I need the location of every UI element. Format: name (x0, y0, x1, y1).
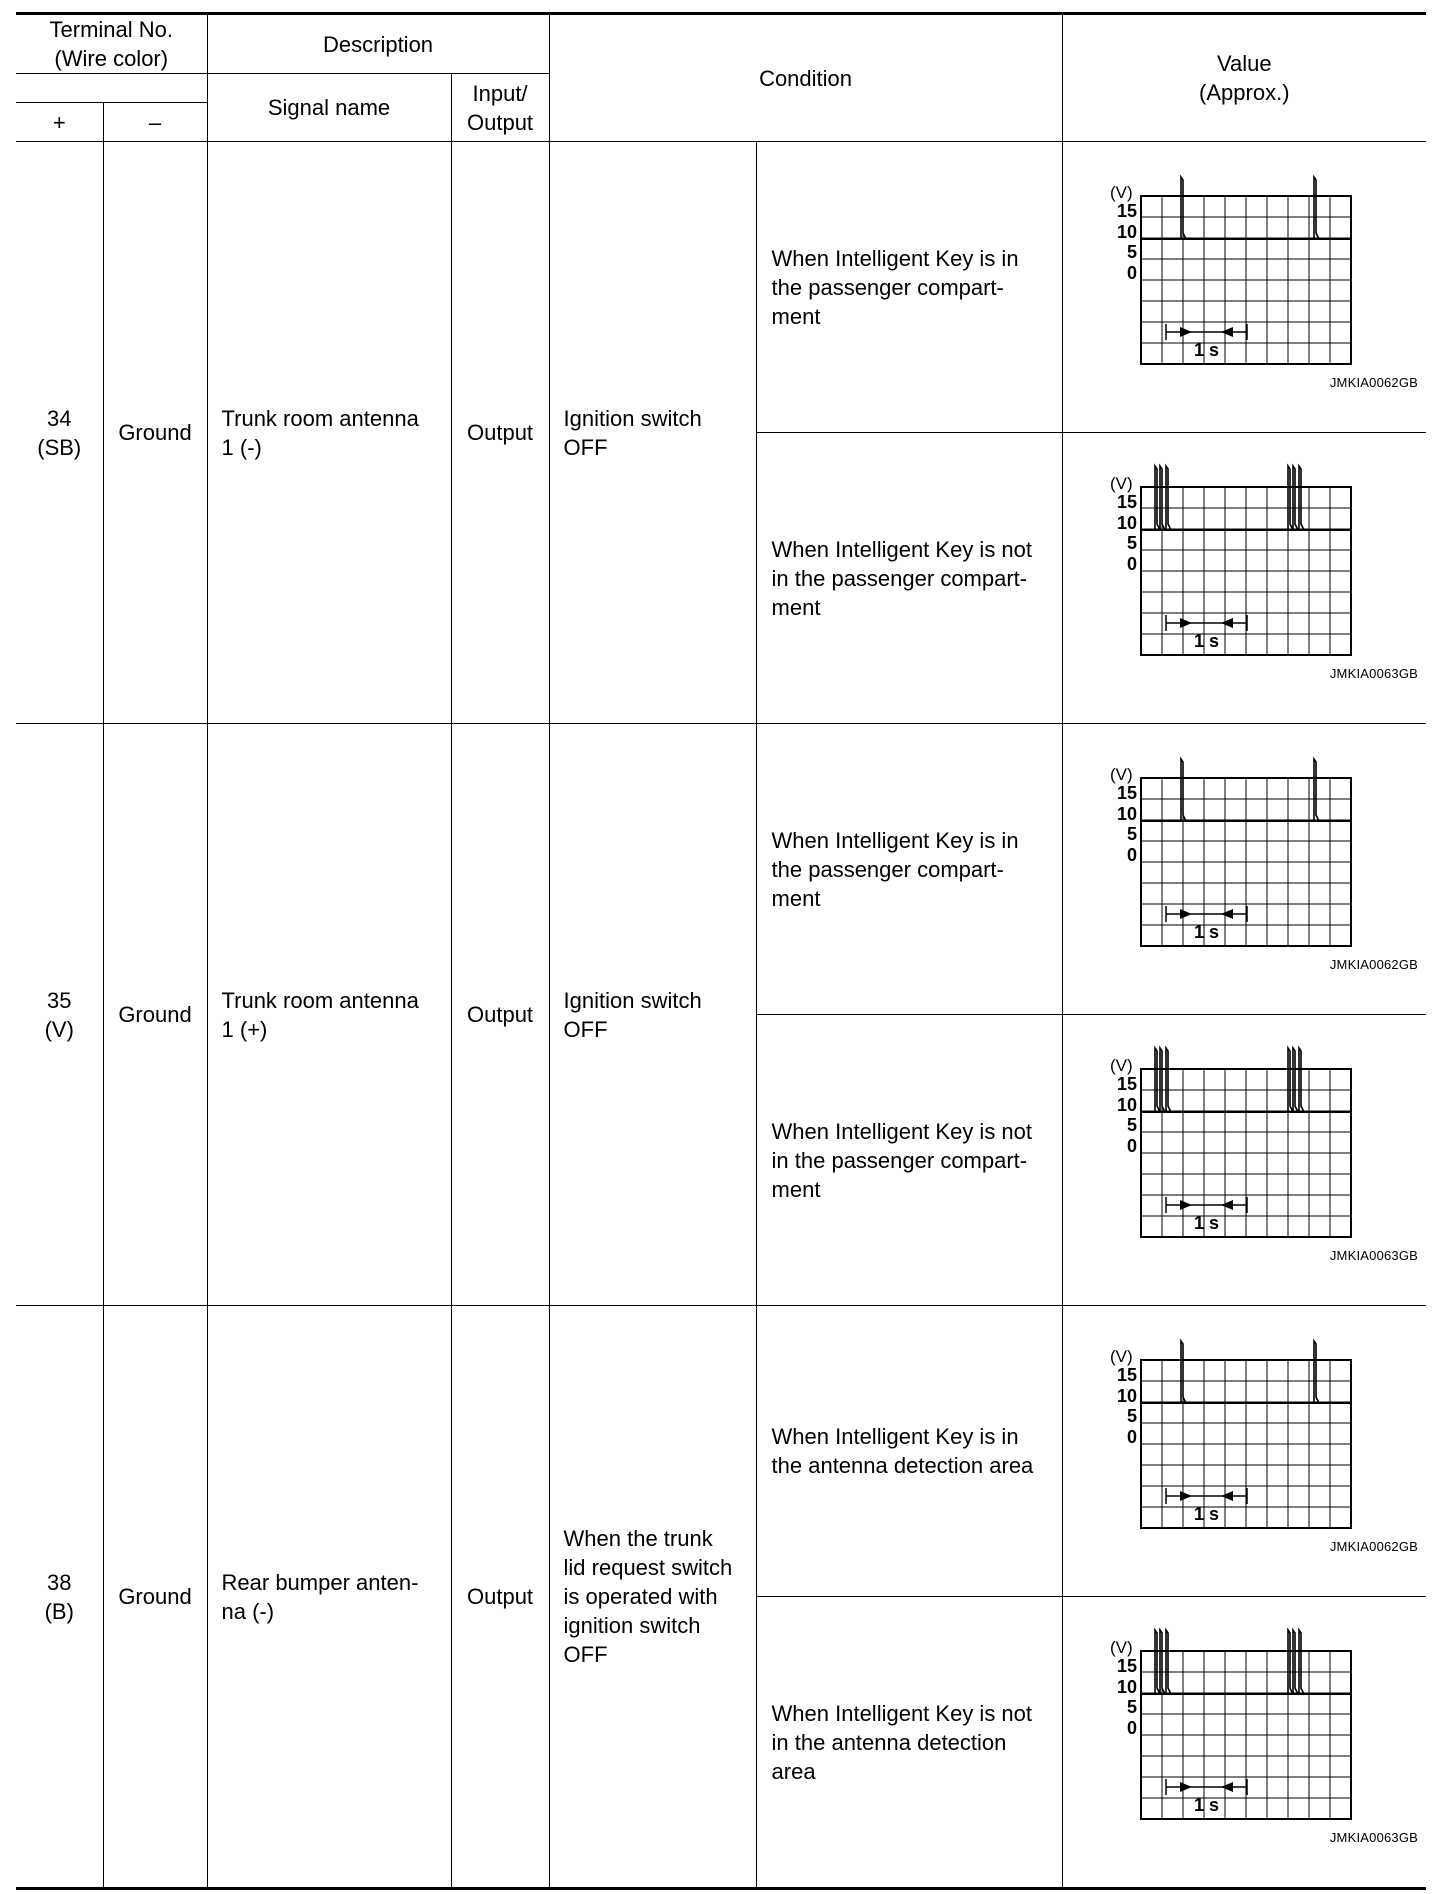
arrow-left-icon (1221, 618, 1233, 628)
terminal-plus-cell: 34 (SB) (16, 142, 103, 724)
value-cell (1062, 1597, 1426, 1889)
signal-pulse (1314, 177, 1319, 239)
header-terminal: Terminal No. (Wire color) (16, 14, 207, 74)
y-tick-label: 10 (1116, 1677, 1137, 1697)
arrow-right-icon (1180, 1782, 1192, 1792)
figure-code-label: JMKIA0063GB (1329, 1830, 1419, 1845)
sub-condition-cell: When Intelligent Key is in the passenger compart- ment (756, 142, 1062, 433)
y-tick-label: 5 (1126, 1697, 1137, 1717)
value-cell (1062, 724, 1426, 1015)
figure-code-label: JMKIA0062GB (1329, 1539, 1419, 1554)
value-cell (1062, 1306, 1426, 1597)
y-tick-label: 15 (1116, 492, 1137, 512)
y-tick-label: 0 (1126, 554, 1137, 574)
arrow-left-icon (1221, 1782, 1233, 1792)
y-tick-label: 0 (1126, 1136, 1137, 1156)
terminal-minus-cell: Ground (103, 724, 207, 1306)
arrow-left-icon (1221, 1200, 1233, 1210)
arrow-right-icon (1180, 1200, 1192, 1210)
table-row (16, 142, 1426, 433)
time-scale-label: 1 s (1193, 922, 1219, 942)
signal-pulse (1181, 1341, 1186, 1403)
signal-pulse (1160, 466, 1165, 530)
time-scale-label: 1 s (1193, 631, 1219, 651)
signal-pulse (1299, 1630, 1304, 1694)
value-cell (1062, 142, 1426, 433)
terminal-minus-cell: Ground (103, 1306, 207, 1889)
arrow-right-icon (1180, 909, 1192, 919)
input-output-cell: Output (451, 724, 549, 1306)
signal-pulse (1166, 1048, 1171, 1112)
y-tick-label: 10 (1116, 804, 1137, 824)
terminal-spec-table (16, 12, 1426, 1890)
header-description: Description (207, 14, 549, 74)
sub-condition-cell: When Intelligent Key is in the passenger compart- ment (756, 724, 1062, 1015)
y-tick-label: 5 (1126, 533, 1137, 553)
time-scale-label: 1 s (1193, 1795, 1219, 1815)
y-tick-label: 5 (1126, 242, 1137, 262)
terminal-plus-cell: 35 (V) (16, 724, 103, 1306)
header-input-output: Input/ Output (451, 74, 549, 142)
header-signal-name: Signal name (207, 74, 451, 142)
signal-pulse (1181, 177, 1186, 239)
header-condition: Condition (549, 14, 1062, 142)
condition-cell: Ignition switch OFF (549, 142, 756, 724)
y-tick-label: 0 (1126, 1427, 1137, 1447)
arrow-left-icon (1221, 327, 1233, 337)
signal-pulse (1160, 1630, 1165, 1694)
y-tick-label: 5 (1126, 1406, 1137, 1426)
y-tick-label: 15 (1116, 1656, 1137, 1676)
y-unit-label: (V) (1109, 765, 1133, 784)
signal-pulse (1293, 466, 1298, 530)
y-unit-label: (V) (1109, 1056, 1133, 1075)
y-tick-label: 10 (1116, 222, 1137, 242)
terminal-minus-cell: Ground (103, 142, 207, 724)
signal-name-cell: Trunk room antenna 1 (+) (207, 724, 451, 1306)
sub-condition-cell: When Intelligent Key is not in the passenger compart- ment (756, 433, 1062, 724)
condition-cell: Ignition switch OFF (549, 724, 756, 1306)
figure-code-label: JMKIA0063GB (1329, 1248, 1419, 1263)
signal-pulse (1166, 466, 1171, 530)
y-tick-label: 15 (1116, 1074, 1137, 1094)
figure-code-label: JMKIA0063GB (1329, 666, 1419, 681)
y-tick-label: 10 (1116, 1386, 1137, 1406)
signal-pulse (1293, 1048, 1298, 1112)
arrow-left-icon (1221, 909, 1233, 919)
signal-pulse (1299, 466, 1304, 530)
signal-pulse (1160, 1048, 1165, 1112)
y-unit-label: (V) (1109, 1638, 1133, 1657)
sub-condition-cell: When Intelligent Key is not in the passenger compart- ment (756, 1015, 1062, 1306)
y-tick-label: 5 (1126, 824, 1137, 844)
signal-pulse (1181, 759, 1186, 821)
signal-pulse (1314, 1341, 1319, 1403)
figure-code-label: JMKIA0062GB (1329, 375, 1419, 390)
table-row (16, 724, 1426, 1015)
signal-name-cell: Trunk room antenna 1 (-) (207, 142, 451, 724)
y-tick-label: 0 (1126, 263, 1137, 283)
y-tick-label: 15 (1116, 783, 1137, 803)
time-scale-label: 1 s (1193, 1213, 1219, 1233)
header-minus: – (103, 103, 207, 142)
value-cell (1062, 433, 1426, 724)
terminal-plus-cell: 38 (B) (16, 1306, 103, 1889)
figure-code-label: JMKIA0062GB (1329, 957, 1419, 972)
y-tick-label: 5 (1126, 1115, 1137, 1135)
signal-pulse (1314, 759, 1319, 821)
arrow-right-icon (1180, 1491, 1192, 1501)
signal-pulse (1299, 1048, 1304, 1112)
arrow-right-icon (1180, 327, 1192, 337)
y-tick-label: 0 (1126, 1718, 1137, 1738)
header-value: Value (Approx.) (1062, 14, 1426, 142)
header-plus: + (16, 103, 103, 142)
y-unit-label: (V) (1109, 1347, 1133, 1366)
condition-cell: When the trunk lid request switch is operated with ignition switch OFF (549, 1306, 756, 1889)
signal-pulse (1166, 1630, 1171, 1694)
arrow-left-icon (1221, 1491, 1233, 1501)
y-unit-label: (V) (1109, 474, 1133, 493)
input-output-cell: Output (451, 142, 549, 724)
table-body (16, 142, 1426, 1889)
signal-pulse (1293, 1630, 1298, 1694)
value-cell (1062, 1015, 1426, 1306)
sub-condition-cell: When Intelligent Key is in the antenna detection area (756, 1306, 1062, 1597)
y-tick-label: 10 (1116, 513, 1137, 533)
time-scale-label: 1 s (1193, 1504, 1219, 1524)
header-terminal-spacer (16, 74, 207, 103)
input-output-cell: Output (451, 1306, 549, 1889)
y-tick-label: 0 (1126, 845, 1137, 865)
time-scale-label: 1 s (1193, 340, 1219, 360)
y-tick-label: 15 (1116, 201, 1137, 221)
table-row (16, 1306, 1426, 1597)
y-tick-label: 10 (1116, 1095, 1137, 1115)
sub-condition-cell: When Intelligent Key is not in the antenna detection area (756, 1597, 1062, 1889)
signal-name-cell: Rear bumper anten- na (-) (207, 1306, 451, 1889)
y-tick-label: 15 (1116, 1365, 1137, 1385)
arrow-right-icon (1180, 618, 1192, 628)
y-unit-label: (V) (1109, 183, 1133, 202)
